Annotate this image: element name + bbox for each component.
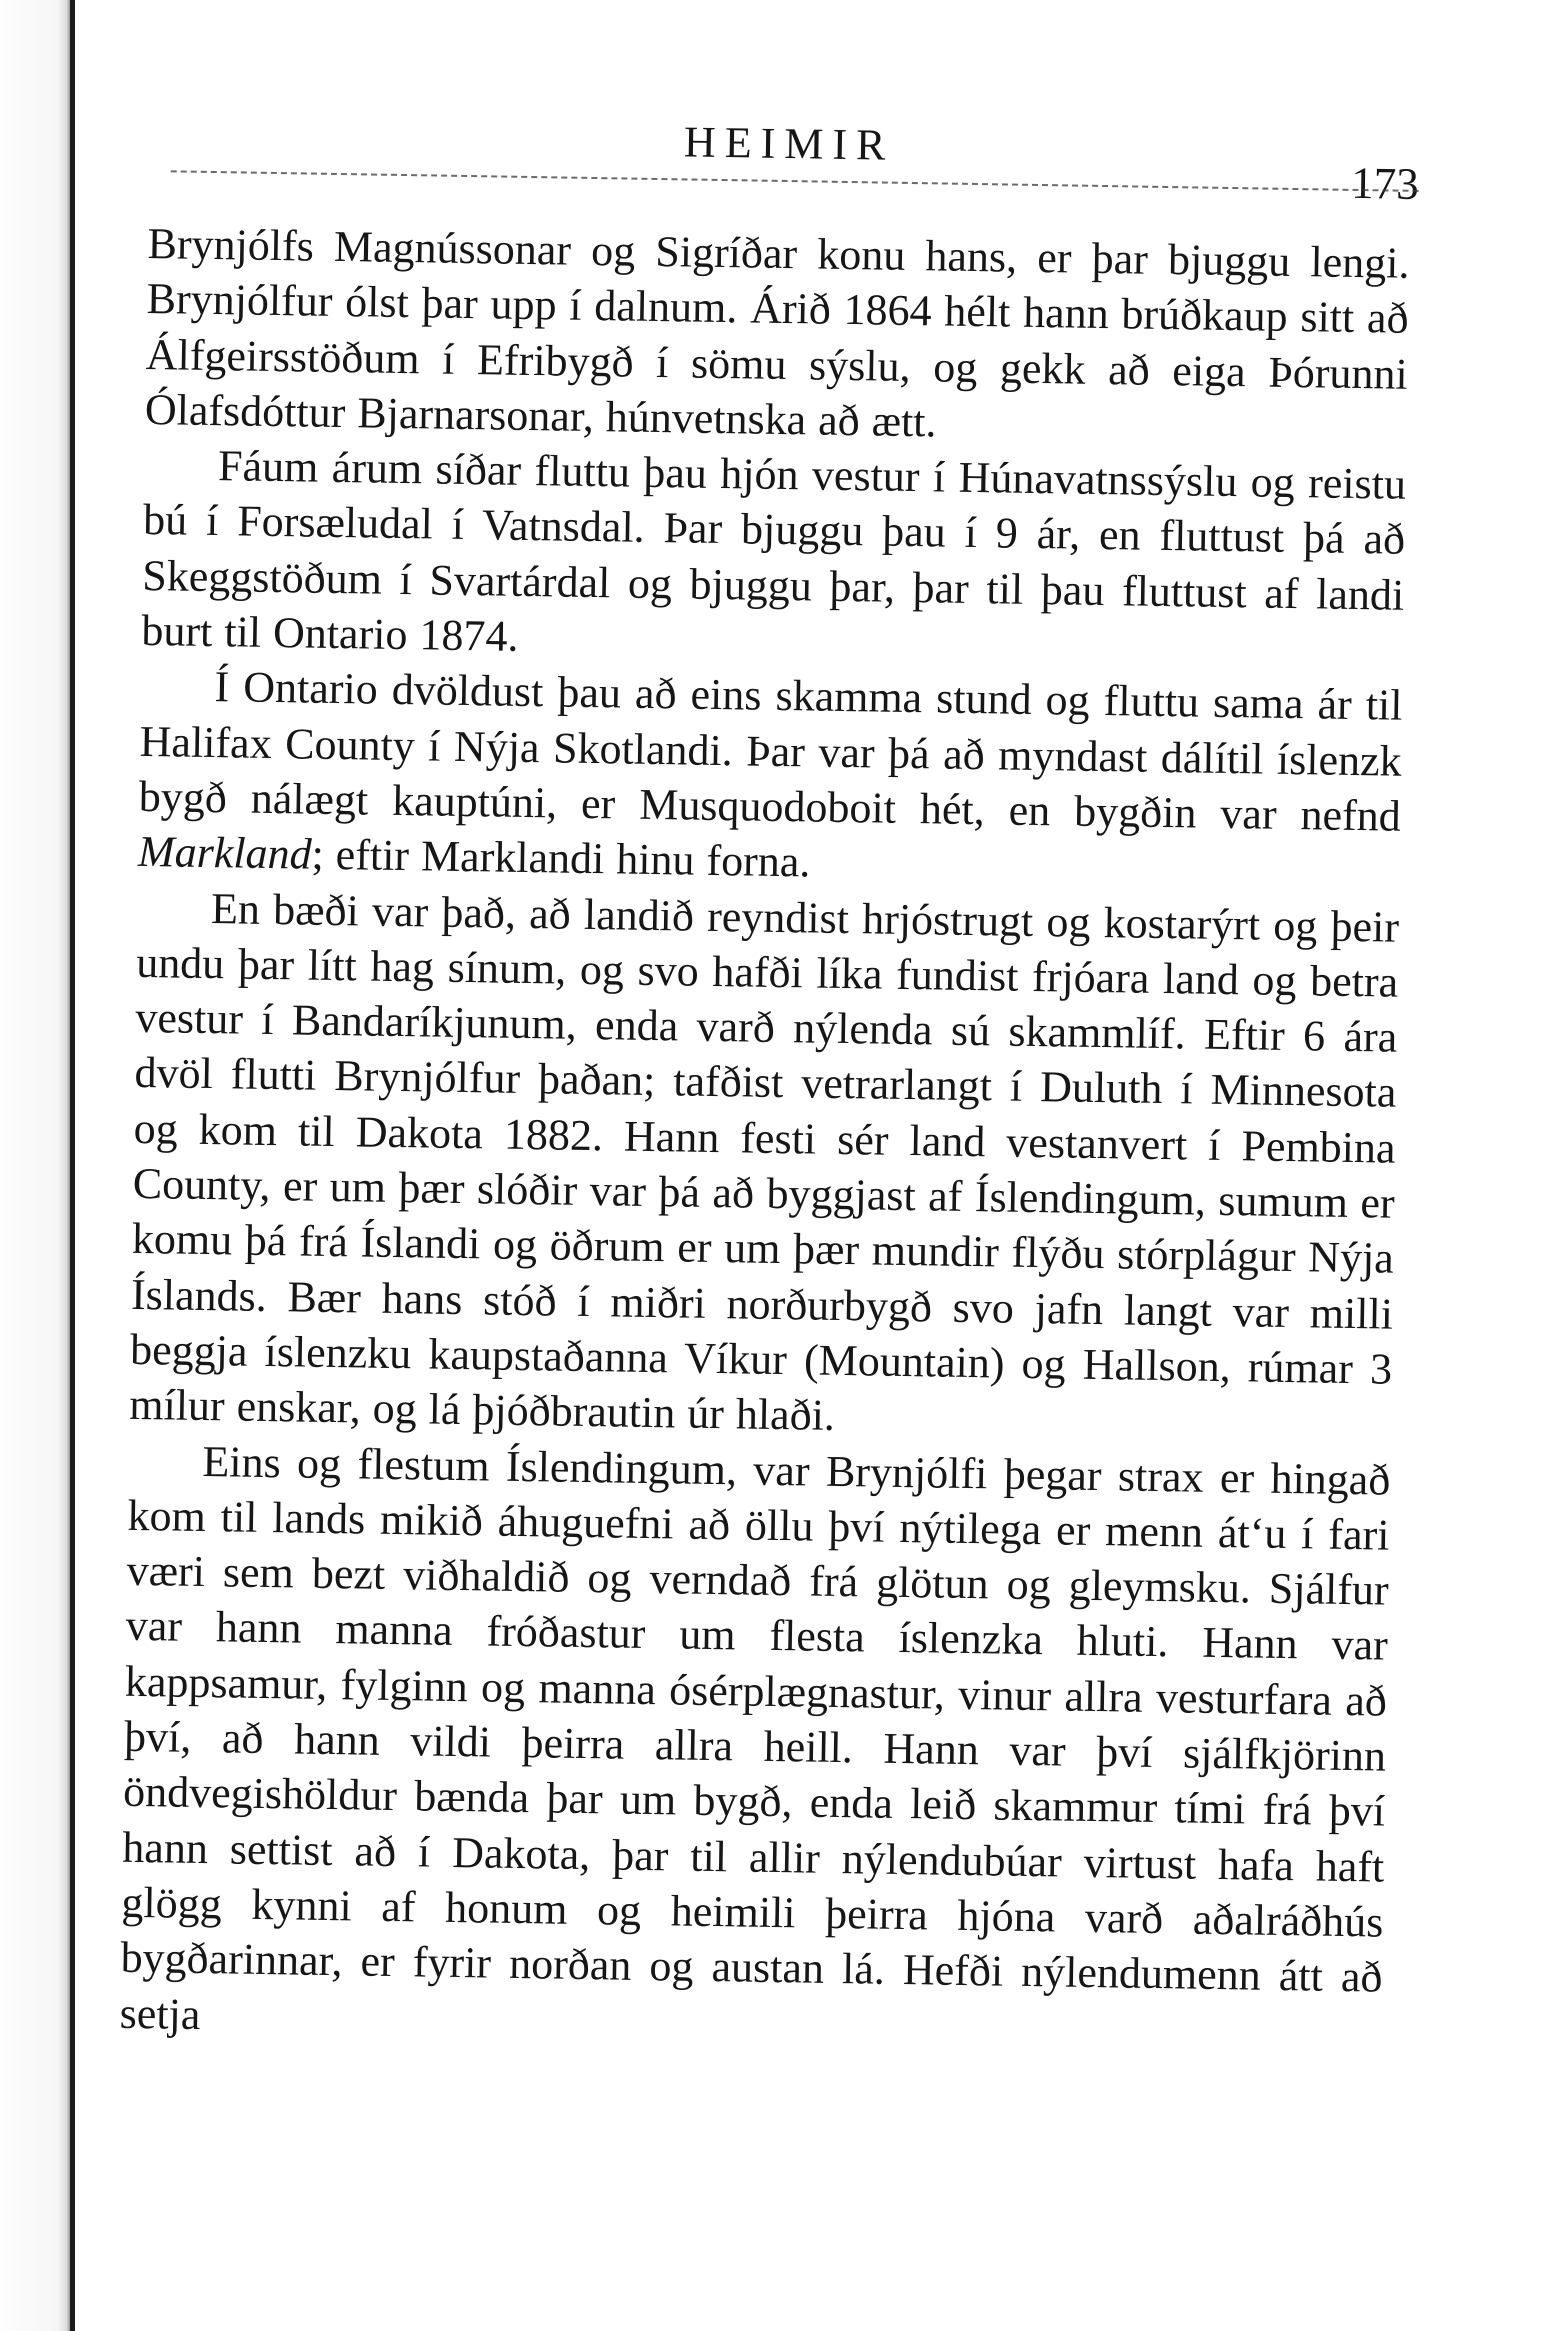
book-gutter-edge (70, 0, 75, 2331)
paragraph-text: Í Ontario dvöldust þau að eins skamma stund og fluttu sama ár til Halifax County í Nýja Skotlandi. Þar var þá að myndast dálítil íslenzk bygð nálægt kauptúni, er Musquodoboit hét, en bygðin var nefnd (138, 662, 1403, 841)
body-text (119, 216, 1410, 2060)
running-title: HEIMIR (683, 117, 895, 170)
paragraph-continued: Brynjólfs Magnússonar og Sigríðar konu hans, er þar bjuggu lengi. Brynjólfur ólst þar upp í dalnum. Árið 1864 hélt hann brúðkaup sitt að Álfgeirsstöðum í Efribygð í sömu sýslu, og gekk að eiga Þórunni Ólafsdóttur Bjarnarsonar, húnvetnska að ætt. (144, 218, 1410, 447)
book-page (119, 90, 1420, 2039)
italic-place-name: Markland (137, 827, 312, 879)
page-number: 173 (1350, 157, 1420, 209)
paragraph: En bæði var það, að landið reyndist hrjóstrugt og kostarýrt og þeir undu þar lítt hag sínum, og svo hafði líka fundist frjóara land og betra vestur í Bandaríkjunum, enda varð nýlenda sú skammlíf. Eftir 6 ára dvöl flutti Brynjólfur þaðan; tafðist vetrarlangt í Duluth í Minnesota og kom til Dakota 1882. Hann festi sér land vestanvert í Pembina County, er um þær slóðir var þá að byggjast af Íslendingum, sumum er komu þá frá Íslandi og öðrum er um þær mundir flýðu stórplágur Nýja Íslands. Bær hans stóð í miðri norðurbygð svo jafn langt var milli beggja íslenzku kaupstaðanna Víkur (Mountain) og Hallson, rúmar 3 mílur enskar, og lá þjóðbrautin úr hlaði. (128, 883, 1400, 1441)
paragraph: Fáum árum síðar fluttu þau hjón vestur í Húnavatnssýslu og reistu bú í Forsæludal í Vatnsdal. Þar bjuggu þau í 9 ár, en fluttust þá að Skeggstöðum í Svartárdal og bjuggu þar, þar til þau fluttust af landi burt til Ontario 1874. (141, 441, 1407, 661)
book-gutter-shadow (0, 0, 74, 2331)
paragraph: Eins og flestum Íslendingum, var Brynjólfi þegar strax er hingað kom til lands mikið áhuguefni að öllu því nýtilega er menn átʻu í fari væri sem bezt viðhaldið og verndað frá glötun og gleymsku. Sjálfur var hann manna fróðastur um flesta íslenzka hluti. Hann var kappsamur, fylginn og manna ósérplægnastur, vinur allra vesturfara að því, að hann vildi þeirra allra heill. Hann var því sjálfkjörinn öndvegishöldur bænda þar um bygð, enda leið skammur tími frá því hann settist að í Dakota, þar til allir nýlendubúar virtust hafa haft glögg kynni af honum og heimili þeirra hjóna varð aðalráðhús bygðarinnar, er fyrir norðan og austan lá. Hefði nýlendumenn átt að setja (119, 1436, 1391, 2039)
paragraph (138, 658, 1403, 899)
page-header (149, 90, 1420, 209)
header-rule (171, 170, 1419, 192)
paragraph-text: ; eftir Marklandi hinu forna. (311, 829, 811, 887)
